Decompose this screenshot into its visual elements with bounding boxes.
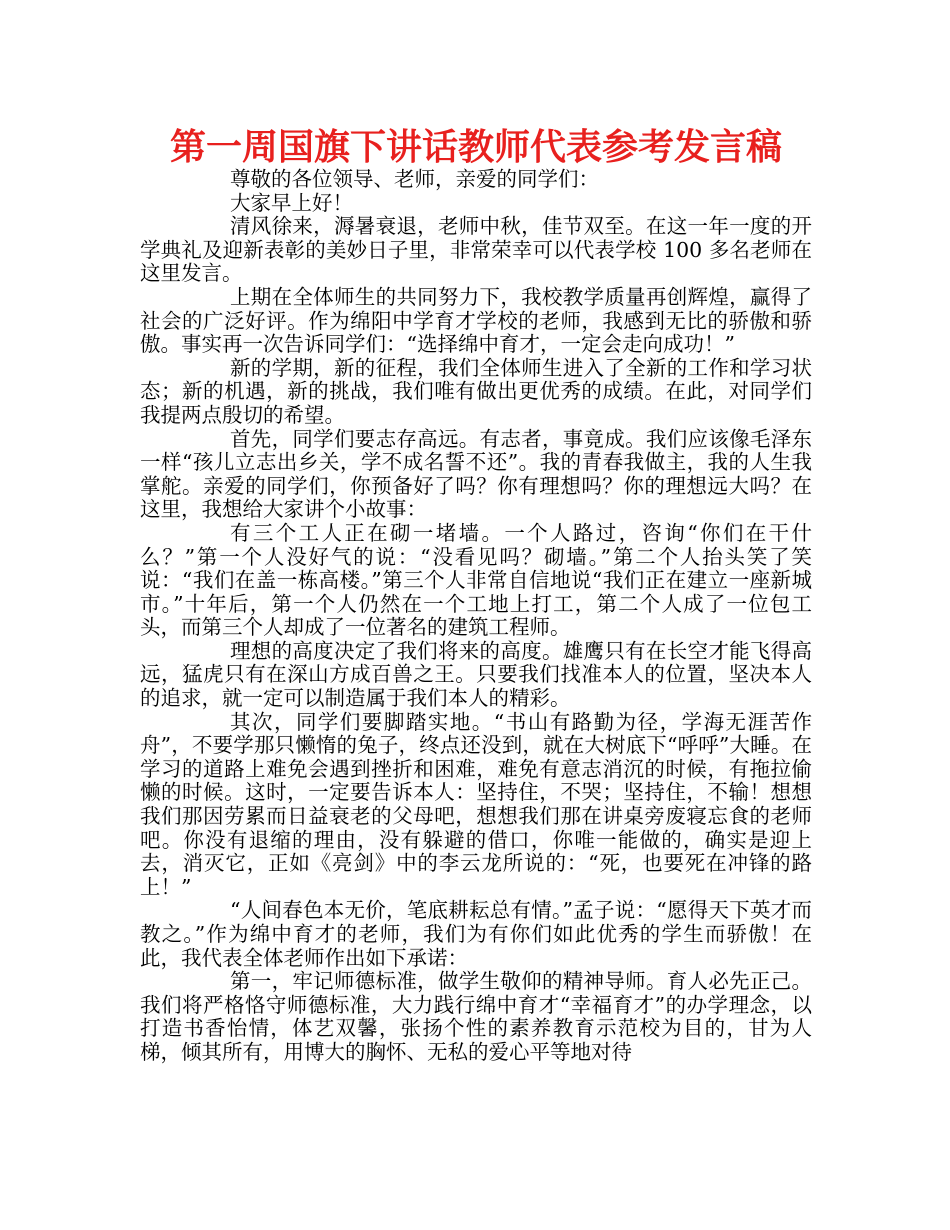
body-paragraph: 第一，牢记师德标准，做学生敬仰的精神导师。育人必先正己。我们将严格恪守师德标准，大力践行绵中育才“幸福育才”的办学理念，以打造书香怡情，体艺双馨，张扬个性的素养教育示范校为目的，甘为人梯，倾其所有，用博大的胸怀、无私的爱心平等地对待 [140, 969, 812, 1064]
document-title: 第一周国旗下讲话教师代表参考发言稿 [169, 127, 782, 168]
body-paragraph: 清风徐来，溽暑衰退，老师中秋，佳节双至。在这一年一度的开学典礼及迎新表彰的美妙日子里，非常荣幸可以代表学校 100 多名老师在这里发言。 [140, 214, 812, 286]
document-page [140, 120, 812, 1065]
body-paragraph: 上期在全体师生的共同努力下，我校教学质量再创辉煌，赢得了社会的广泛好评。作为绵阳中学育才学校的老师，我感到无比的骄傲和骄傲。事实再一次告诉同学们：“选择绵中育才，一定会走向成功！” [140, 284, 812, 357]
body-paragraph: 有三个工人正在砌一堵墙。一个人路过，咨询“你们在干什么？”第一个人没好气的说：“没看见吗？砌墙。”第二个人抬头笑了笑说：“我们在盖一栋高楼。”第三个人非常自信地说“我们正在建立一座新城市。”十年后，第一个人仍然在一个工地上打工，第二个人成了一位包工头，而第三个人却成了一位著名的建筑工程师。 [140, 520, 812, 640]
body-paragraph: 其次，同学们要脚踏实地。“书山有路勤为径，学海无涯苦作舟”，不要学那只懒惰的兔子，终点还没到，就在大树底下“呼呼”大睡。在学习的道路上难免会遇到挫折和困难，难免有意志消沉的时候，有拖拉偷懒的时候。这时，一定要告诉本人：坚持住，不哭；坚持住，不输！想想我们那因劳累而日益衰老的父母吧，想想我们那在讲桌旁废寝忘食的老师吧。你没有退缩的理由，没有躲避的借口，你唯一能做的，确实是迎上去，消灭它，正如《亮剑》中的李云龙所说的：“死，也要死在冲锋的路上！” [140, 709, 812, 899]
document-body [140, 168, 812, 1065]
greeting-paragraph: 大家早上好！ [230, 190, 353, 215]
body-paragraph: 理想的高度决定了我们将来的高度。雄鹰只有在长空才能飞得高远，猛虎只有在深山方成百兽之王。只要我们找准本人的位置，坚决本人的追求，就一定可以制造属于我们本人的精彩。 [140, 638, 812, 711]
salutation-paragraph: 尊敬的各位领导、老师，亲爱的同学们： [230, 167, 599, 191]
body-paragraph: “人间春色本无价，笔底耕耘总有情。”孟子说：“愿得天下英才而教之。”作为绵中育才的老师，我们为有你们如此优秀的学生而骄傲！在此，我代表全体老师作出如下承诺： [140, 898, 812, 970]
body-paragraph: 新的学期，新的征程，我们全体师生进入了全新的工作和学习状态；新的机遇，新的挑战，我们唯有做出更优秀的成绩。在此，对同学们我提两点殷切的希望。 [140, 355, 812, 427]
body-paragraph: 首先，同学们要志存高远。有志者，事竟成。我们应该像毛泽东一样“孩儿立志出乡关，学不成名誓不还”。我的青春我做主，我的人生我掌舵。亲爱的同学们，你预备好了吗？你有理想吗？你的理想远大吗？在这里，我想给大家讲个小故事： [140, 426, 812, 522]
